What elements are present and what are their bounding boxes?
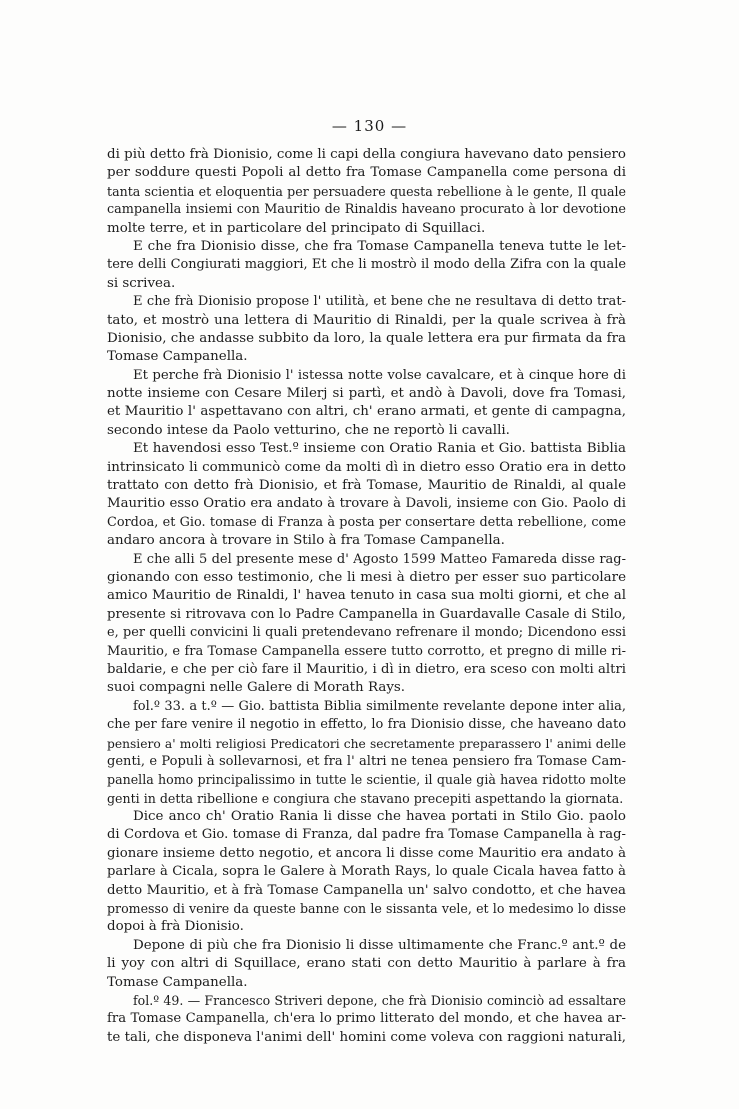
text-line: te tali, che disponeva l'animi dell' homini come voleva con raggioni naturali, <box>107 1029 626 1045</box>
text-line: dopoi à frà Dionisio. <box>107 919 244 935</box>
text-line: promesso di venire da queste banne con le sissanta vele, et lo medesimo lo disse <box>107 901 626 917</box>
text-line: li yoy con altri di Squillace, erano stati con detto Mauritio à parlare à fra <box>107 956 626 972</box>
text-line: Mauritio, e fra Tomase Campanella essere tutto corrotto, et pregno di mille ri- <box>107 643 626 659</box>
text-line: gionare insieme detto negotio, et ancora li disse come Mauritio era andato à <box>107 845 626 861</box>
text-line: si scrivea. <box>107 275 176 291</box>
text-line: per soddure questi Popoli al detto fra Tomase Campanella come persona di <box>107 165 626 181</box>
text-line: gionando con esso testimonio, che li mesi à dietro per esser suo particolare <box>107 569 626 585</box>
body-text <box>107 146 626 1047</box>
text-line: fol.º 33. a t.º — Gio. battista Biblia similmente revelante depone inter alia, <box>133 698 626 714</box>
text-line: andaro ancora à trovare in Stilo à fra Tomase Campanella. <box>107 533 505 549</box>
page-number: — 130 — <box>331 117 408 135</box>
text-line: tanta scientia et eloquentia per persuadere questa rebellione à le gente, Il quale <box>107 183 626 199</box>
text-line: Dice anco ch' Oratio Rania li disse che havea portati in Stilo Gio. paolo <box>133 809 626 825</box>
text-line: E che alli 5 del presente mese d' Agosto 1599 Matteo Famareda disse rag- <box>133 551 626 567</box>
text-line: Depone di più che fra Dionisio li disse ultimamente che Franc.º ant.º de <box>133 937 626 953</box>
text-line: panella homo principalissimo in tutte le scientie, il quale già havea ridotto molte <box>107 772 626 788</box>
text-line: Mauritio esso Oratio era andato à trovare à Davoli, insieme con Gio. Paolo di <box>107 496 626 512</box>
text-line: presente si ritrovava con lo Padre Campanella in Guardavalle Casale di Stilo, <box>107 606 626 622</box>
text-line: amico Mauritio de Rinaldi, l' havea tenuto in casa sua molti giorni, et che al <box>107 588 626 604</box>
text-line: E che fra Dionisio disse, che fra Tomase Campanella teneva tutte le let- <box>133 238 626 254</box>
text-line: notte insieme con Cesare Milerj si partì, et andò à Davoli, dove fra Tomasi, <box>107 386 626 402</box>
text-line: detto Mauritio, et à frà Tomase Campanella un' salvo condotto, et che havea <box>107 882 626 898</box>
text-line: tato, et mostrò una lettera di Mauritio di Rinaldi, per la quale scrivea à frà <box>107 312 626 328</box>
text-line: che per fare venire il negotio in effetto, lo fra Dionisio disse, che haveano dato <box>107 717 626 733</box>
text-line: parlare à Cicala, sopra le Galere à Morath Rays, lo quale Cicala havea fatto à <box>107 864 626 880</box>
text-line: e, per quelli convicini li quali pretendevano refrenare il mondo; Dicendono essi <box>107 625 626 641</box>
text-line: Et havendosi esso Test.º insieme con Oratio Rania et Gio. battista Biblia <box>133 441 626 457</box>
text-line: tere delli Congiurati maggiori, Et che li mostrò il modo della Zifra con la quale <box>107 257 626 273</box>
text-line: Tomase Campanella. <box>107 349 248 365</box>
text-line: suoi compagni nelle Galere di Morath Rays. <box>107 680 406 696</box>
text-line: Tomase Campanella. <box>107 974 248 990</box>
text-line: molte terre, et in particolare del principato di Squillaci. <box>107 220 486 236</box>
text-line: di più detto frà Dionisio, come li capi della congiura havevano dato pensiero <box>107 147 626 162</box>
text-line: baldarie, e che per ciò fare il Mauritio, i dì in dietro, era sceso con molti altri <box>107 661 626 677</box>
text-line: intrinsicato li communicò come da molti dì in dietro esso Oratio era in detto <box>107 459 626 475</box>
text-line: fol.º 49. — Francesco Striveri depone, che frà Dionisio cominciò ad essaltare <box>133 992 626 1008</box>
text-line: E che frà Dionisio propose l' utilità, et bene che ne resultava di detto trat- <box>133 294 626 310</box>
text-line: trattato con detto frà Dionisio, et frà Tomase, Mauritio de Rinaldi, al quale <box>107 478 626 494</box>
text-line: et Mauritio l' aspettavano con altri, ch' erano armati, et gente di campagna, <box>107 404 626 420</box>
text-line: di Cordova et Gio. tomase di Franza, dal padre fra Tomase Campanella à rag- <box>107 827 626 843</box>
text-line: fra Tomase Campanella, ch'era lo primo litterato del mondo, et che havea ar- <box>107 1011 626 1027</box>
text-line: pensiero a' molti religiosi Predicatori che secretamente preparassero l' animi delle <box>107 736 626 751</box>
text-line: Dionisio, che andasse subbito da loro, la quale lettera era pur firmata da fra <box>107 330 626 346</box>
text-line: campanella insiemi con Mauritio de Rinaldis haveano procurato à lor devotione <box>107 202 626 218</box>
text-line: genti, e Populi à sollevarnosi, et fra l' altri ne tenea pensiero fra Tomase Cam- <box>107 753 626 769</box>
text-line: genti in detta ribellione e congiura che stavano precepiti aspettando la giornata. <box>107 790 624 806</box>
text-line: secondo intese da Paolo vetturino, che ne reportò li cavalli. <box>107 422 510 438</box>
text-line: Et perche frà Dionisio l' istessa notte volse cavalcare, et à cinque hore di <box>133 367 626 383</box>
text-line: Cordoa, et Gio. tomase di Franza à posta per consertare detta rebellione, come <box>107 514 626 530</box>
